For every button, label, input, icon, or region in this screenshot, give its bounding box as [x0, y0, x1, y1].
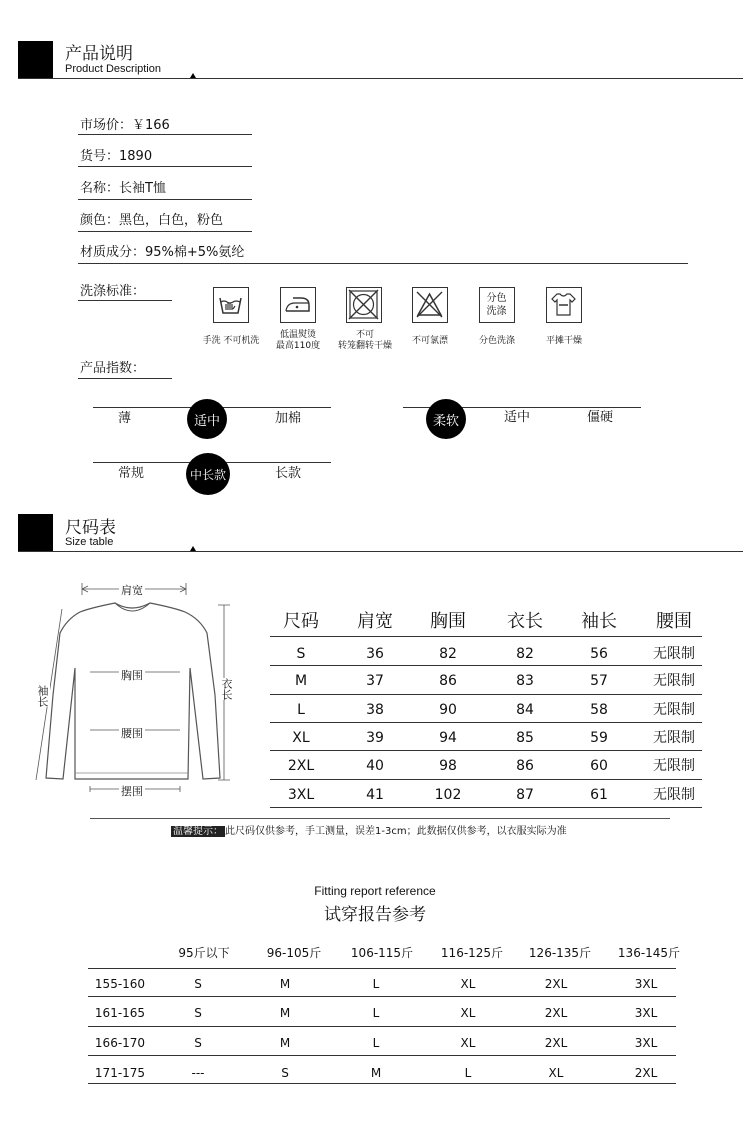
item-number: 货号：1890: [80, 149, 153, 164]
wash-caption: 手洗 不可机洗: [202, 336, 260, 346]
material: 材质成分：95%棉+5%氨纶: [80, 245, 245, 260]
size-table-cell: 无限制: [653, 758, 695, 774]
table-rule: [88, 1083, 676, 1084]
fitting-weight-header: 96-105斤: [266, 946, 322, 960]
fitting-title-cn: 试穿报告参考: [324, 905, 426, 925]
size-table-cell: 58: [590, 702, 608, 718]
divider: [78, 134, 252, 135]
fitting-size-cell: S: [281, 1066, 289, 1080]
table-rule: [270, 722, 702, 723]
hand-wash-icon: [213, 287, 249, 323]
fitting-size-cell: L: [372, 1036, 380, 1050]
divider: [78, 378, 172, 379]
separate-wash-icon: [479, 287, 515, 323]
size-table-cell: 无限制: [653, 646, 695, 662]
no-tumble-dry-icon: [346, 287, 382, 323]
divider: [78, 263, 688, 264]
selected-thickness: 适中: [187, 399, 227, 439]
softness-option: 适中: [504, 410, 531, 425]
index-label: 产品指数：: [80, 361, 146, 376]
size-table-cell: 37: [366, 673, 384, 689]
divider: [78, 300, 172, 301]
size-table-cell: M: [294, 673, 308, 689]
fitting-size-cell: L: [372, 1006, 380, 1020]
table-rule: [270, 750, 702, 751]
table-rule: [270, 807, 702, 808]
price: 市场价：￥166: [80, 118, 170, 133]
size-table-cell: 86: [439, 673, 457, 689]
fitting-size-cell: XL: [460, 1036, 476, 1050]
section-divider: [18, 551, 743, 552]
table-rule: [270, 779, 702, 780]
wash-caption: 平摊干燥: [545, 336, 582, 346]
fitting-size-cell: L: [464, 1066, 472, 1080]
fitting-size-cell: S: [194, 1006, 202, 1020]
fitting-title-en: Fitting report reference: [314, 884, 436, 898]
size-table-cell: 56: [590, 646, 608, 662]
sleeve-label: 袖长: [36, 685, 49, 707]
note-divider: [90, 818, 670, 819]
fitting-weight-header: 136-145斤: [617, 946, 681, 960]
section-divider: [18, 78, 743, 79]
length-option: 长款: [275, 466, 302, 481]
icon-text: 洗涤: [486, 306, 507, 317]
divider: [78, 231, 252, 232]
fitting-size-cell: S: [194, 977, 202, 991]
size-table-cell: 59: [590, 730, 608, 746]
fitting-height-label: 171-175: [94, 1066, 146, 1080]
length-label: 衣长: [220, 678, 233, 700]
wash-caption: 低温熨烫: [279, 330, 316, 340]
table-rule: [88, 996, 676, 997]
hem-label: 摆围: [121, 785, 143, 798]
fitting-size-cell: L: [372, 977, 380, 991]
fitting-size-cell: 2XL: [544, 1006, 568, 1020]
wash-caption: 不可: [355, 330, 374, 340]
divider: [78, 199, 252, 200]
no-bleach-icon: [412, 287, 448, 323]
product-section-title: 产品说明: [65, 44, 133, 64]
size-table-cell: 60: [590, 758, 608, 774]
size-table-cell: 82: [439, 646, 457, 662]
product-name: 名称：长袖T恤: [80, 181, 166, 196]
fitting-weight-header: 106-115斤: [350, 946, 414, 960]
fitting-size-cell: M: [279, 977, 291, 991]
size-table-header: 肩宽: [357, 611, 393, 632]
size-table-cell: L: [297, 702, 305, 718]
size-table-cell: 57: [590, 673, 608, 689]
size-table-header: 袖长: [581, 611, 617, 632]
table-rule: [270, 694, 702, 695]
size-table-cell: 94: [439, 730, 457, 746]
note-tag: 温馨提示：: [173, 826, 223, 837]
size-table-cell: 102: [434, 787, 462, 803]
size-table-cell: 40: [366, 758, 384, 774]
size-table-header: 衣长: [507, 611, 543, 632]
size-table-cell: 无限制: [653, 702, 695, 718]
thickness-option: 薄: [118, 411, 132, 426]
size-table-cell: 无限制: [653, 730, 695, 746]
table-rule: [88, 1026, 676, 1027]
chest-label: 胸围: [121, 669, 143, 682]
wash-caption: 最高110度: [275, 341, 321, 351]
fitting-size-cell: M: [370, 1066, 382, 1080]
size-table-cell: 3XL: [287, 787, 315, 803]
size-table-cell: 无限制: [653, 787, 695, 803]
size-table-cell: 87: [516, 787, 534, 803]
size-table-cell: 61: [590, 787, 608, 803]
size-table-cell: 85: [516, 730, 534, 746]
size-table-header: 尺码: [283, 611, 319, 632]
icon-text: 分色: [486, 293, 507, 304]
fitting-size-cell: ---: [191, 1066, 205, 1080]
waist-label: 腰围: [121, 727, 143, 740]
size-table-header: 胸围: [430, 611, 466, 632]
wash-caption: 转笼翻转干燥: [337, 341, 392, 351]
fitting-size-cell: XL: [548, 1066, 564, 1080]
fitting-size-cell: 3XL: [634, 977, 658, 991]
table-rule: [270, 665, 702, 666]
size-table-cell: 38: [366, 702, 384, 718]
low-temp-iron-icon: [280, 287, 316, 323]
size-table-cell: 90: [439, 702, 457, 718]
colors: 颜色：黑色，白色，粉色: [80, 213, 224, 228]
fitting-height-label: 155-160: [94, 977, 146, 991]
fitting-size-cell: M: [279, 1006, 291, 1020]
size-note: [171, 825, 567, 838]
selected-length: 中长款: [186, 453, 230, 495]
fitting-weight-header: 95斤以下: [178, 946, 230, 960]
section-marker: [18, 41, 53, 78]
size-table-cell: 86: [516, 758, 534, 774]
size-table-cell: 82: [516, 646, 534, 662]
wash-label: 洗涤标准：: [80, 284, 146, 299]
dry-flat-icon: [546, 287, 582, 323]
fitting-size-cell: 3XL: [634, 1036, 658, 1050]
fitting-size-cell: XL: [460, 1006, 476, 1020]
softness-option: 僵硬: [587, 410, 614, 425]
fitting-size-cell: S: [194, 1036, 202, 1050]
fitting-weight-header: 116-125斤: [440, 946, 504, 960]
size-table-cell: 98: [439, 758, 457, 774]
size-table-header: 腰围: [656, 611, 692, 632]
fitting-size-cell: XL: [460, 977, 476, 991]
section-marker: [18, 514, 53, 551]
size-section-title: 尺码表: [65, 518, 116, 538]
table-rule: [88, 1055, 676, 1056]
table-rule: [88, 968, 676, 969]
size-table-cell: 39: [366, 730, 384, 746]
fitting-size-cell: 2XL: [544, 977, 568, 991]
selected-softness: 柔软: [426, 399, 466, 439]
size-table-cell: 83: [516, 673, 534, 689]
fitting-size-cell: 3XL: [634, 1006, 658, 1020]
wash-caption: 不可氯漂: [411, 336, 448, 346]
fitting-size-cell: 2XL: [634, 1066, 658, 1080]
size-table-cell: XL: [292, 730, 310, 746]
size-table-cell: 无限制: [653, 673, 695, 689]
size-section-subtitle: Size table: [65, 536, 114, 548]
size-table-cell: 36: [366, 646, 384, 662]
fitting-weight-header: 126-135斤: [528, 946, 592, 960]
product-section-subtitle: Product Description: [65, 63, 161, 75]
fitting-size-cell: M: [279, 1036, 291, 1050]
size-table-cell: 41: [366, 787, 384, 803]
shirt-diagram: [20, 575, 250, 805]
fitting-height-label: 166-170: [94, 1036, 146, 1050]
shoulder-label: 肩宽: [121, 584, 143, 597]
fitting-size-cell: 2XL: [544, 1036, 568, 1050]
table-rule: [270, 636, 702, 637]
length-option: 常规: [118, 466, 145, 481]
size-table-cell: 2XL: [287, 758, 315, 774]
divider: [78, 166, 252, 167]
wash-caption: 分色洗涤: [478, 336, 515, 346]
size-table-cell: 84: [516, 702, 534, 718]
thickness-option: 加棉: [275, 411, 302, 426]
note-text: 此尺码仅供参考，手工测量，误差1-3cm；此数据仅供参考，以衣服实际为准: [225, 826, 567, 837]
size-table-cell: S: [296, 646, 306, 662]
fitting-height-label: 161-165: [94, 1006, 146, 1020]
